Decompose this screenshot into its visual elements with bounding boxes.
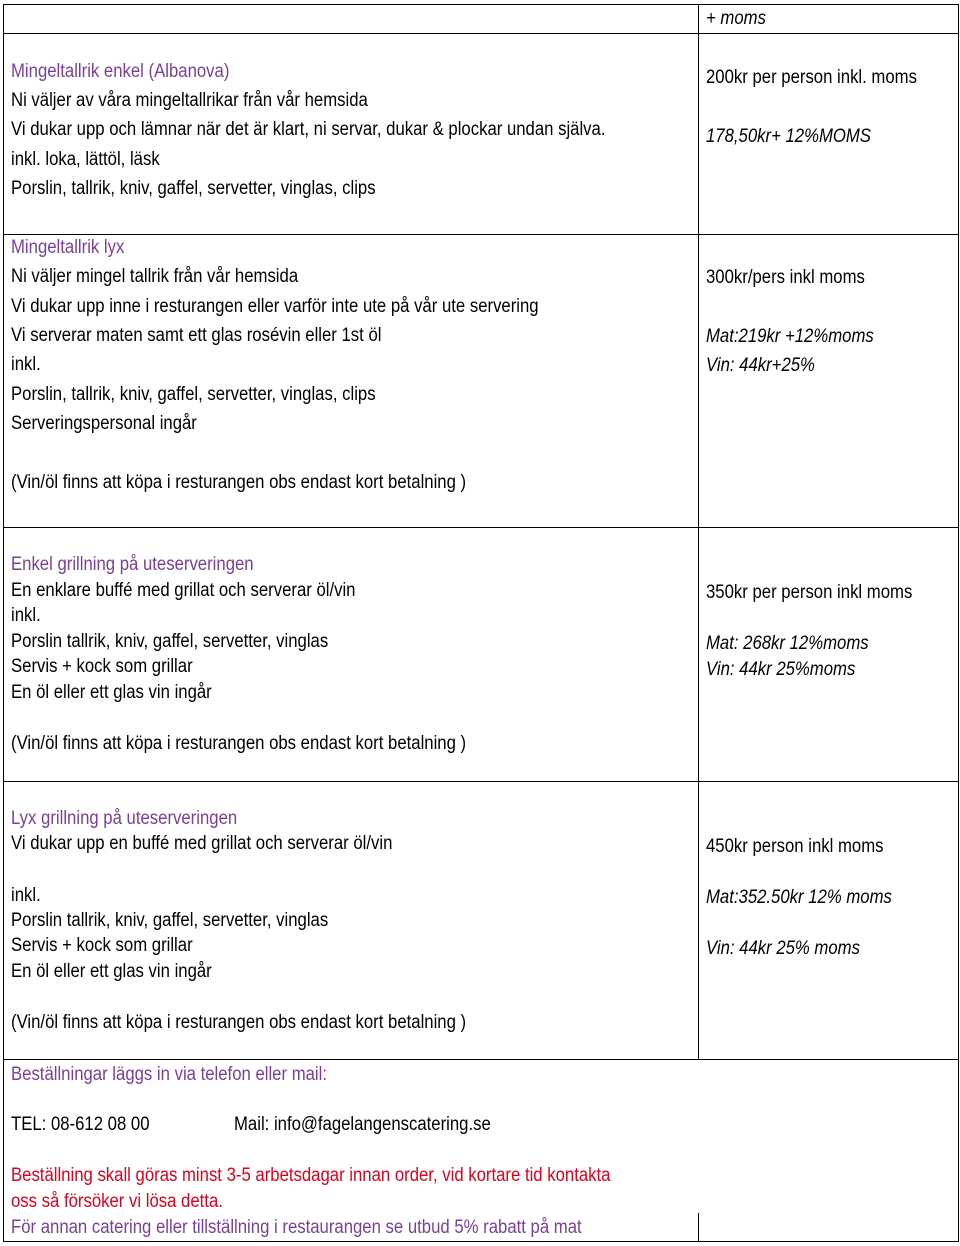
section-title: Enkel grillning på uteserveringen bbox=[11, 554, 254, 575]
column-divider bbox=[698, 4, 699, 1060]
description-line: Vi dukar upp och lämnar när det är klart, ni servar, dukar & plockar undan själva. bbox=[11, 119, 606, 140]
description-line: Porslin tallrik, kniv, gaffel, servetter, vinglas bbox=[11, 910, 329, 931]
price: 350kr per person inkl moms bbox=[706, 582, 913, 603]
table-border-right bbox=[958, 4, 959, 1242]
section-title: Mingeltallrik enkel (Albanova) bbox=[11, 61, 230, 82]
section-title: Mingeltallrik lyx bbox=[11, 237, 125, 258]
column-divider-last-row bbox=[698, 1213, 699, 1242]
description-line: Vi dukar upp inne i resturangen eller varför inte ute på vår ute servering bbox=[11, 296, 539, 317]
description-line: Ni väljer av våra mingeltallrikar från vår hemsida bbox=[11, 90, 368, 111]
discount-note: För annan catering eller tillställning i restaurangen se utbud 5% rabatt på mat bbox=[11, 1217, 582, 1238]
email-address: Mail: info@fagelangenscatering.se bbox=[234, 1114, 491, 1135]
price-breakdown: Mat:219kr +12%moms bbox=[706, 326, 874, 347]
description-line: inkl. bbox=[11, 605, 41, 626]
price-breakdown: Vin: 44kr 25% moms bbox=[706, 938, 860, 959]
row-divider bbox=[3, 527, 958, 528]
price-breakdown: Vin: 44kr 25%moms bbox=[706, 659, 856, 680]
description-line: Serveringspersonal ingår bbox=[11, 413, 197, 434]
description-line: Ni väljer mingel tallrik från vår hemsida bbox=[11, 266, 299, 287]
payment-note: (Vin/öl finns att köpa i resturangen obs endast kort betalning ) bbox=[11, 472, 467, 493]
table-border-top bbox=[3, 4, 958, 5]
description-line: inkl. bbox=[11, 885, 41, 906]
price-breakdown: 178,50kr+ 12%MOMS bbox=[706, 126, 871, 147]
description-line: Servis + kock som grillar bbox=[11, 935, 193, 956]
row-divider bbox=[3, 234, 958, 235]
order-heading: Beställningar läggs in via telefon eller mail: bbox=[11, 1064, 328, 1085]
row-divider bbox=[3, 33, 958, 34]
payment-note: (Vin/öl finns att köpa i resturangen obs endast kort betalning ) bbox=[11, 733, 467, 754]
order-notice-line: oss så försöker vi lösa detta. bbox=[11, 1191, 223, 1212]
row-divider bbox=[3, 781, 958, 782]
price-breakdown: Mat:352.50kr 12% moms bbox=[706, 887, 892, 908]
price: 300kr/pers inkl moms bbox=[706, 267, 865, 288]
description-line: Porslin tallrik, kniv, gaffel, servetter, vinglas bbox=[11, 631, 329, 652]
description-line: En öl eller ett glas vin ingår bbox=[11, 682, 212, 703]
table-border-bottom bbox=[3, 1241, 958, 1242]
payment-note: (Vin/öl finns att köpa i resturangen obs endast kort betalning ) bbox=[11, 1012, 467, 1033]
description-line: En enklare buffé med grillat och serverar öl/vin bbox=[11, 580, 356, 601]
top-price-suffix: + moms bbox=[706, 8, 766, 29]
row-divider bbox=[3, 1059, 958, 1060]
section-title: Lyx grillning på uteserveringen bbox=[11, 808, 238, 829]
price: 200kr per person inkl. moms bbox=[706, 67, 917, 88]
price: 450kr person inkl moms bbox=[706, 836, 884, 857]
description-line: Porslin, tallrik, kniv, gaffel, servetter, vinglas, clips bbox=[11, 178, 376, 199]
phone-number: TEL: 08-612 08 00 bbox=[11, 1114, 150, 1135]
price-breakdown: Mat: 268kr 12%moms bbox=[706, 633, 869, 654]
description-line: inkl. loka, lättöl, läsk bbox=[11, 149, 160, 170]
description-line: inkl. bbox=[11, 354, 41, 375]
description-line: En öl eller ett glas vin ingår bbox=[11, 961, 212, 982]
table-border-left bbox=[3, 4, 4, 1242]
description-line: Servis + kock som grillar bbox=[11, 656, 193, 677]
description-line: Vi serverar maten samt ett glas rosévin eller 1st öl bbox=[11, 325, 382, 346]
order-notice-line: Beställning skall göras minst 3-5 arbetsdagar innan order, vid kortare tid kontakta bbox=[11, 1165, 611, 1186]
price-breakdown: Vin: 44kr+25% bbox=[706, 355, 815, 376]
description-line: Porslin, tallrik, kniv, gaffel, servetter, vinglas, clips bbox=[11, 384, 376, 405]
description-line: Vi dukar upp en buffé med grillat och serverar öl/vin bbox=[11, 833, 393, 854]
